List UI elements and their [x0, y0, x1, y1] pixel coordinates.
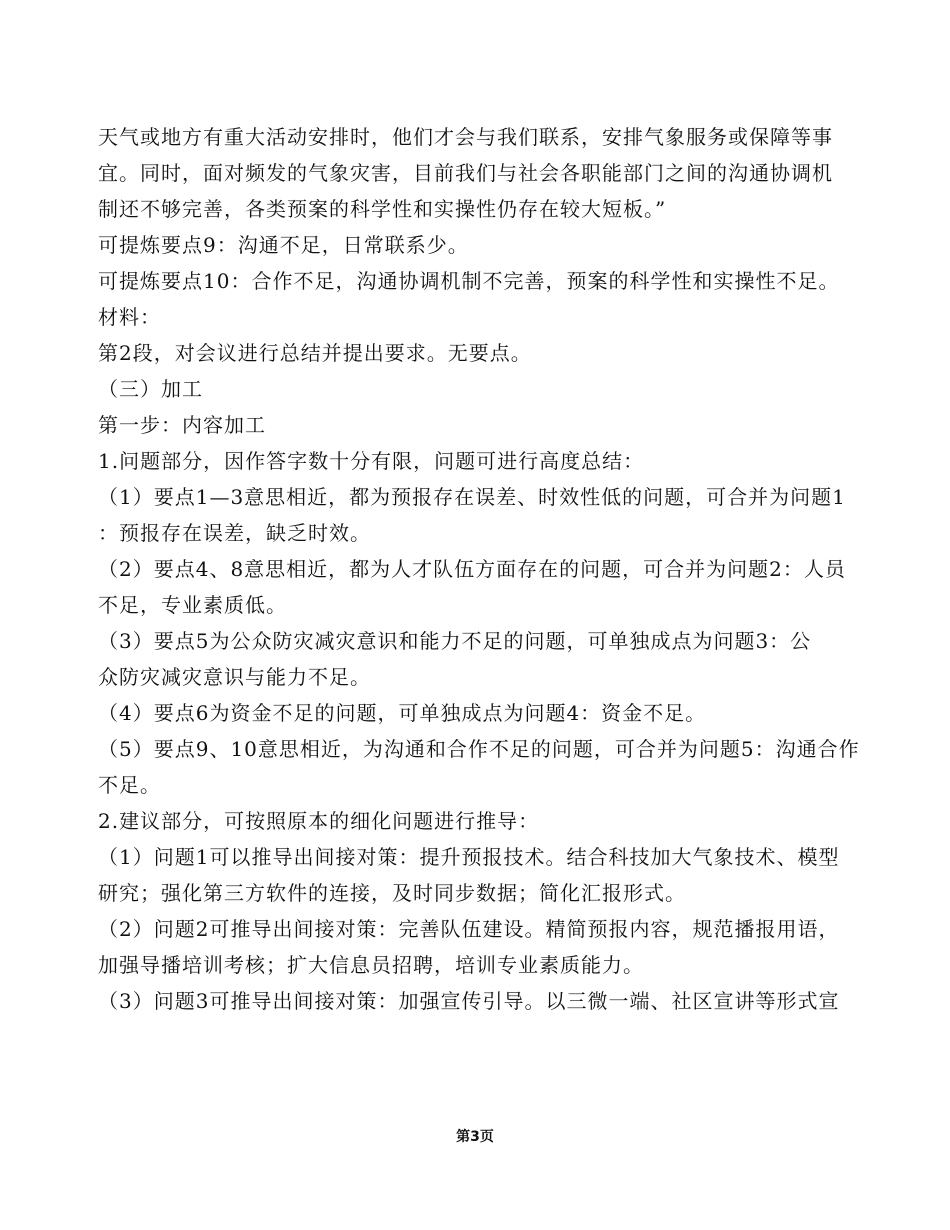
- text-line: （3）要点5为公众防灾减灾意识和能力不足的问题，可单独成点为问题3：公: [98, 629, 812, 653]
- text-line: 不足。: [98, 773, 161, 797]
- text-line: （5）要点9、10意思相近，为沟通和合作不足的问题，可合并为问题5：沟通合作: [98, 737, 860, 761]
- text-line: 研究；强化第三方软件的连接，及时同步数据；简化汇报形式。: [98, 881, 686, 905]
- text-line: 众防灾减灾意识与能力不足。: [98, 665, 371, 689]
- page-number: 第3页: [456, 1129, 494, 1145]
- text-line: （1）要点1—3意思相近，都为预报存在误差、时效性低的问题，可合并为问题1: [98, 485, 846, 509]
- text-line: （三）加工: [98, 377, 203, 401]
- text-line: （2）要点4、8意思相近，都为人才队伍方面存在的问题，可合并为问题2：人员: [98, 557, 846, 581]
- text-line: （3）问题3可推导出间接对策：加强宣传引导。以三微一端、社区宣讲等形式宣: [98, 989, 840, 1013]
- text-line: 可提炼要点9：沟通不足，日常联系少。: [98, 233, 469, 257]
- text-line: 制还不够完善，各类预案的科学性和实操性仍存在较大短板。”: [98, 197, 667, 221]
- text-line: ：预报存在误差，缺乏时效。: [98, 521, 371, 545]
- text-line: 宜。同时，面对频发的气象灾害，目前我们与社会各职能部门之间的沟通协调机: [98, 161, 833, 185]
- text-line: （1）问题1可以推导出间接对策：提升预报技术。结合科技加大气象技术、模型: [98, 845, 840, 869]
- text-line: 天气或地方有重大活动安排时，他们才会与我们联系，安排气象服务或保障等事: [98, 125, 833, 149]
- text-line: （2）问题2可推导出间接对策：完善队伍建设。精简预报内容，规范播报用语，: [98, 917, 840, 941]
- text-line: 材料：: [98, 305, 161, 329]
- text-line: 1.问题部分，因作答字数十分有限，问题可进行高度总结：: [98, 449, 645, 473]
- text-line: （4）要点6为资金不足的问题，可单独成点为问题4：资金不足。: [98, 701, 707, 725]
- text-line: 不足，专业素质低。: [98, 593, 287, 617]
- text-line: 加强导播培训考核；扩大信息员招聘，培训专业素质能力。: [98, 953, 644, 977]
- text-line: 2.建议部分，可按照原本的细化问题进行推导：: [98, 809, 540, 833]
- text-line: 第2段，对会议进行总结并提出要求。无要点。: [98, 341, 532, 365]
- text-line: 可提炼要点10：合作不足，沟通协调机制不完善，预案的科学性和实操性不足。: [98, 269, 840, 293]
- text-line: 第一步：内容加工: [98, 413, 266, 437]
